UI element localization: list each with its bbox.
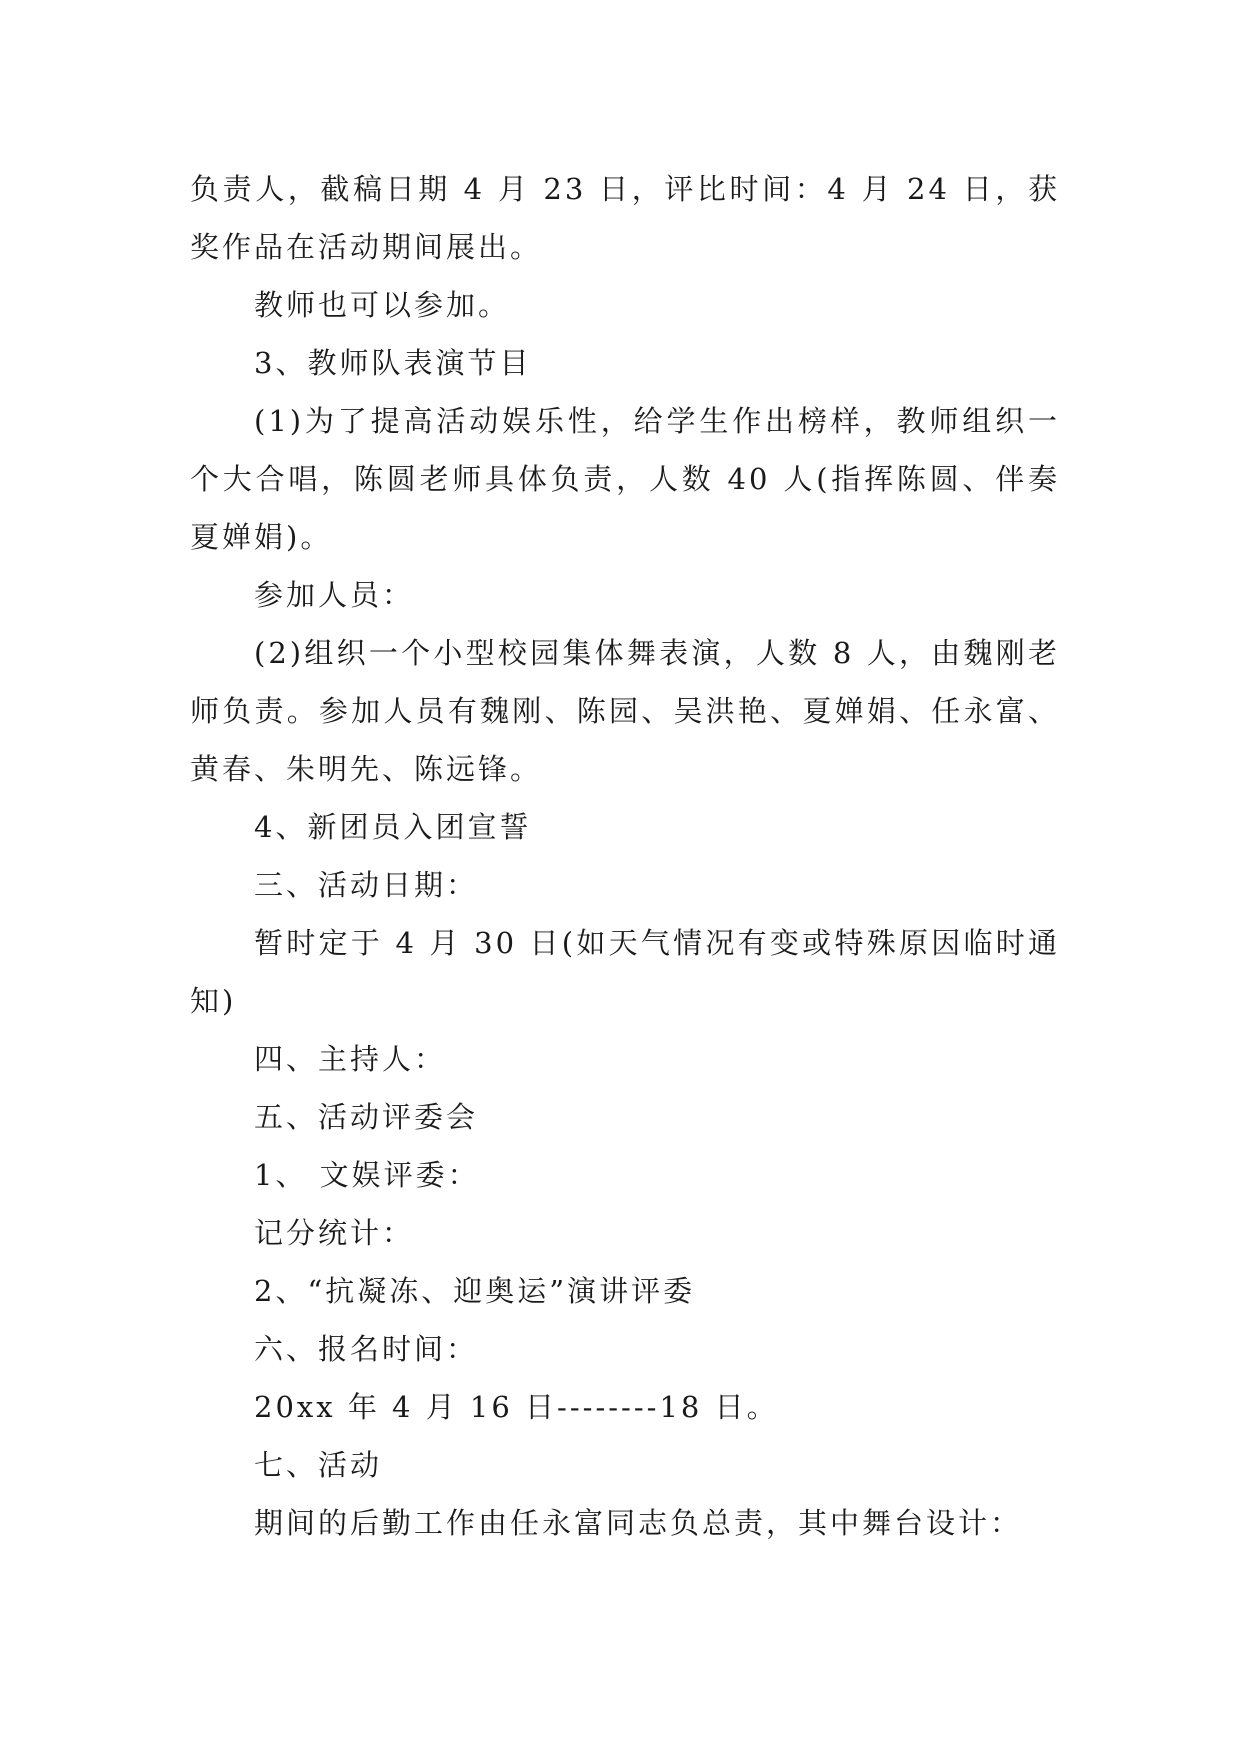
paragraph: 2、“抗凝冻、迎奥运”演讲评委 xyxy=(254,1274,696,1308)
paragraph: 期间的后勤工作由任永富同志负总责，其中舞台设计： xyxy=(254,1506,1023,1540)
paragraph: 参加人员： xyxy=(254,578,415,612)
paragraph: 三、活动日期： xyxy=(254,868,479,902)
paragraph: 六、报名时间： xyxy=(254,1332,479,1366)
paragraph: 3、教师队表演节目 xyxy=(254,346,532,380)
paragraph: 四、主持人： xyxy=(254,1042,447,1076)
paragraph: 4、新团员入团宣誓 xyxy=(254,810,532,844)
paragraph: 七、活动 xyxy=(254,1448,383,1482)
paragraph: 20xx 年 4 月 16 日--------18 日。 xyxy=(254,1390,779,1424)
paragraph: (1)为了提高活动娱乐性，给学生作出榜样，教师组织一个大合唱，陈圆老师具体负责，人数 40 人(指挥陈圆、伴奏夏婵娟)。 xyxy=(190,404,1060,554)
paragraph: 五、活动评委会 xyxy=(254,1100,479,1134)
paragraph: (2)组织一个小型校园集体舞表演，人数 8 人，由魏刚老师负责。参加人员有魏刚、陈园、吴洪艳、夏婵娟、任永富、黄春、朱明先、陈远锋。 xyxy=(190,636,1060,786)
paragraph: 负责人，截稿日期 4 月 23 日，评比时间：4 月 24 日，获奖作品在活动期间展出。 xyxy=(190,172,1060,264)
paragraph: 1、 文娱评委： xyxy=(254,1158,480,1192)
paragraph: 教师也可以参加。 xyxy=(254,288,511,322)
paragraph: 暂时定于 4 月 30 日(如天气情况有变或特殊原因临时通知) xyxy=(190,926,1060,1018)
document-body xyxy=(190,160,1060,1552)
paragraph: 记分统计： xyxy=(254,1216,415,1250)
